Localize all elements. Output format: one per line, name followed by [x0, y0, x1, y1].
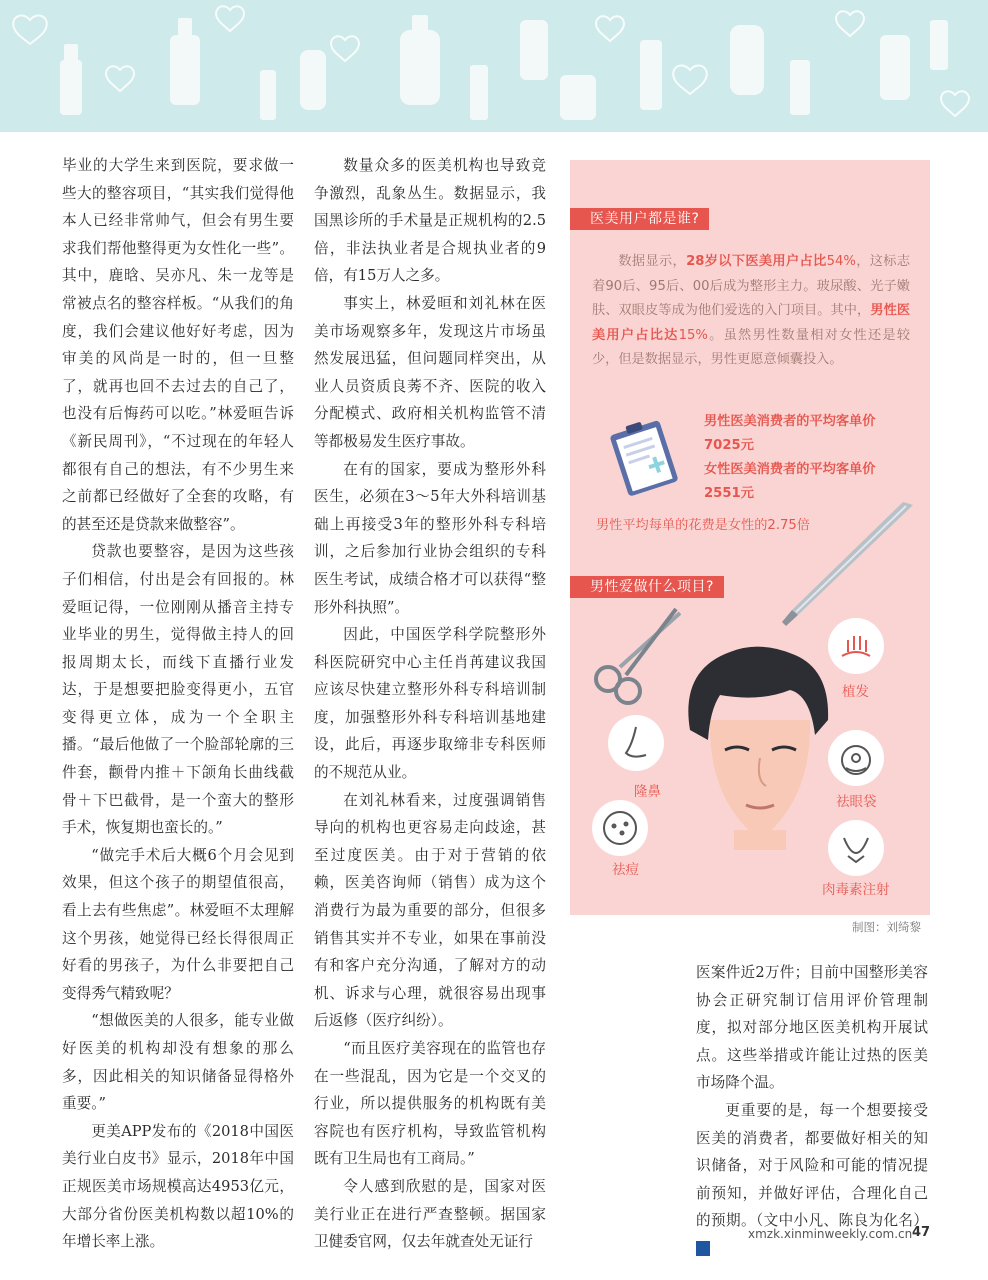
paragraph: 数量众多的医美机构也导致竞争激烈，乱象丛生。数据显示，我国黑诊所的手术量是正规机构的2.5倍，非法执业者是合规执业者的9倍，有15万人之多。 [314, 157, 546, 285]
procedure-label-botox: 肉毒素注射 [822, 882, 890, 898]
section-title-procedures: 男性爱做什么项目? [570, 576, 724, 598]
paragraph: 毕业的大学生来到医院，要求做一些大的整容项目，“其实我们觉得他本人已经非常帅气，但会有男生要求我们帮他整得更为女性化一些”。其中，鹿晗、吴亦凡、朱一龙等是常被点名的整容样板。“从我们的角度，我们会建议他好好考虑，因为审美的风尚是一时的，但一旦整了，就再也回不去过去的自己了，也没有后悔药可以吃。”林爱晅告诉《新民周刊》，“不过现在的年轻人都很有自己的想法，有不少男生来之前都已经做好了全套的攻略，有的甚至还是贷款来做整容”。 [62, 157, 294, 533]
nose-icon [608, 715, 664, 771]
botox-icon [828, 820, 884, 876]
paragraph: 事实上，林爱晅和刘礼林在医美市场观察多年，发现这片市场虽然发展迅猛，但问题同样突出，从业人员资质良莠不齐、医院的收入分配模式、政府相关机构监管不清等都极易发生医疗事故。 [314, 294, 546, 450]
infographic-paragraph: 数据显示，28岁以下医美用户占比54%，这标志着90后、95后、00后成为整形主力。玻尿酸、光子嫩肤、双眼皮等成为他们爱选的入门项目。其中，男性医美用户占比达15%。虽然男性数量相对女性还是较少，但是数据显示，男性更愿意倾囊投入。 [592, 254, 911, 368]
paragraph: 贷款也要整容，是因为这些孩子们相信，付出是会有回报的。林爱晅记得，一位刚刚从播音主持专业毕业的男生，觉得做主持人的回报周期太长，而线下直播行业发达，于是想要把脸变得更小，五官变得更立体，成为一个全职主播。“最后他做了一个脸部轮廓的三件套，颧骨内推＋下颌角长曲线截骨＋下巴截骨，是一个蛮大的整形手术，恢复期也蛮长的。” [62, 543, 294, 837]
paragraph-text: 更重要的是，每一个想要接受医美的消费者，都要做好相关的知识储备，对于风险和可能的情况提前预知，并做好评估，合理化自己的预期。（文中小凡、陈良为化名） [696, 1101, 928, 1230]
paragraph: 医案件近2万件；目前中国整形美容协会正研究制订信用评价管理制度，拟对部分地区医美机构开展试点。这些举措或许能让过热的医美市场降个温。 [696, 964, 928, 1092]
hair-transplant-icon [828, 618, 884, 674]
cosmetics-pattern-icon [0, 0, 988, 132]
paragraph: “而且医疗美容现在的监管也存在一些混乱，因为它是一个交叉的行业，所以提供服务的机构既有美容院也有医疗机构，导致监管机构既有卫生局也有工商局。” [314, 1040, 546, 1168]
procedure-label-hair: 植发 [842, 684, 869, 700]
article-column-1 [62, 152, 294, 1256]
forceps-icon [580, 605, 690, 705]
illustration-credit: 制图：刘绮黎 [852, 920, 921, 934]
article-column-3 [696, 959, 931, 1263]
procedure-label-acne: 祛痘 [612, 862, 639, 878]
eye-bag-icon [828, 730, 884, 786]
footer-url: xmzk.xinminweekly.com.cn [748, 1227, 913, 1241]
paragraph: “想做医美的人很多，能专业做好医美的机构却没有想象的那么多，因此相关的知识储备显得格外重要。” [62, 1012, 294, 1113]
procedure-label-eyebag: 祛眼袋 [836, 794, 877, 810]
paragraph: 在有的国家，要成为整形外科医生，必须在3～5年大外科培训基础上再接受3年的整形外科专科培训，之后参加行业协会组织的专科医生考试，成绩合格才可以获得“整形外科执照”。 [314, 460, 546, 616]
scalpel-icon [778, 500, 918, 630]
paragraph: “做完手术后大概6个月会见到效果，但这个孩子的期望值很高，看上去有些焦虑”。林爱晅不太理解这个男孩，她觉得已经长得很周正好看的男孩子，为什么非要把自己变得秀气精致呢？ [62, 846, 294, 1002]
procedure-label-nose: 隆鼻 [634, 784, 661, 800]
man-portrait-illustration [680, 640, 840, 850]
ratio-text: 男性平均每单的花费是女性的2.75倍 [596, 518, 810, 533]
male-price-value: 7025元 [704, 438, 754, 453]
infographic-panel [570, 160, 930, 915]
section-title-users: 医美用户都是谁? [570, 208, 709, 230]
male-price-label: 男性医美消费者的平均客单价 [704, 414, 876, 429]
paragraph: 更美APP发布的《2018中国医美行业白皮书》显示，2018年中国正规医美市场规模高达4953亿元，大部分省份医美机构数以超10%的年增长率上涨。 [62, 1122, 294, 1251]
paragraph: 令人感到欣慰的是，国家对医美行业正在进行严查整顿。据国家卫健委官网，仅去年就查处无证行 [314, 1177, 546, 1251]
end-mark-icon: 民 [696, 1241, 710, 1256]
female-price-value: 2551元 [704, 486, 754, 501]
page-number: 47 [912, 1225, 931, 1240]
acne-icon [592, 800, 648, 856]
female-price-label: 女性医美消费者的平均客单价 [704, 462, 876, 477]
article-column-2 [314, 152, 546, 1256]
clipboard-icon [600, 418, 690, 498]
decorative-banner [0, 0, 988, 132]
paragraph: 在刘礼林看来，过度强调销售导向的机构也更容易走向歧途，甚至过度医美。由于对于营销的依赖，医美咨询师（销售）成为这个消费行为最为重要的部分，但很多销售其实并不专业，如果在事前没有和客户充分沟通，了解对方的动机、诉求与心理，就很容易出现事后返修（医疗纠纷）。 [314, 791, 546, 1030]
paragraph: 因此，中国医学科学院整形外科医院研究中心主任肖苒建议我国应该尽快建立整形外科专科培训制度，加强整形外科专科培训基地建设，此后，再逐步取缔非专科医师的不规范从业。 [314, 626, 546, 782]
